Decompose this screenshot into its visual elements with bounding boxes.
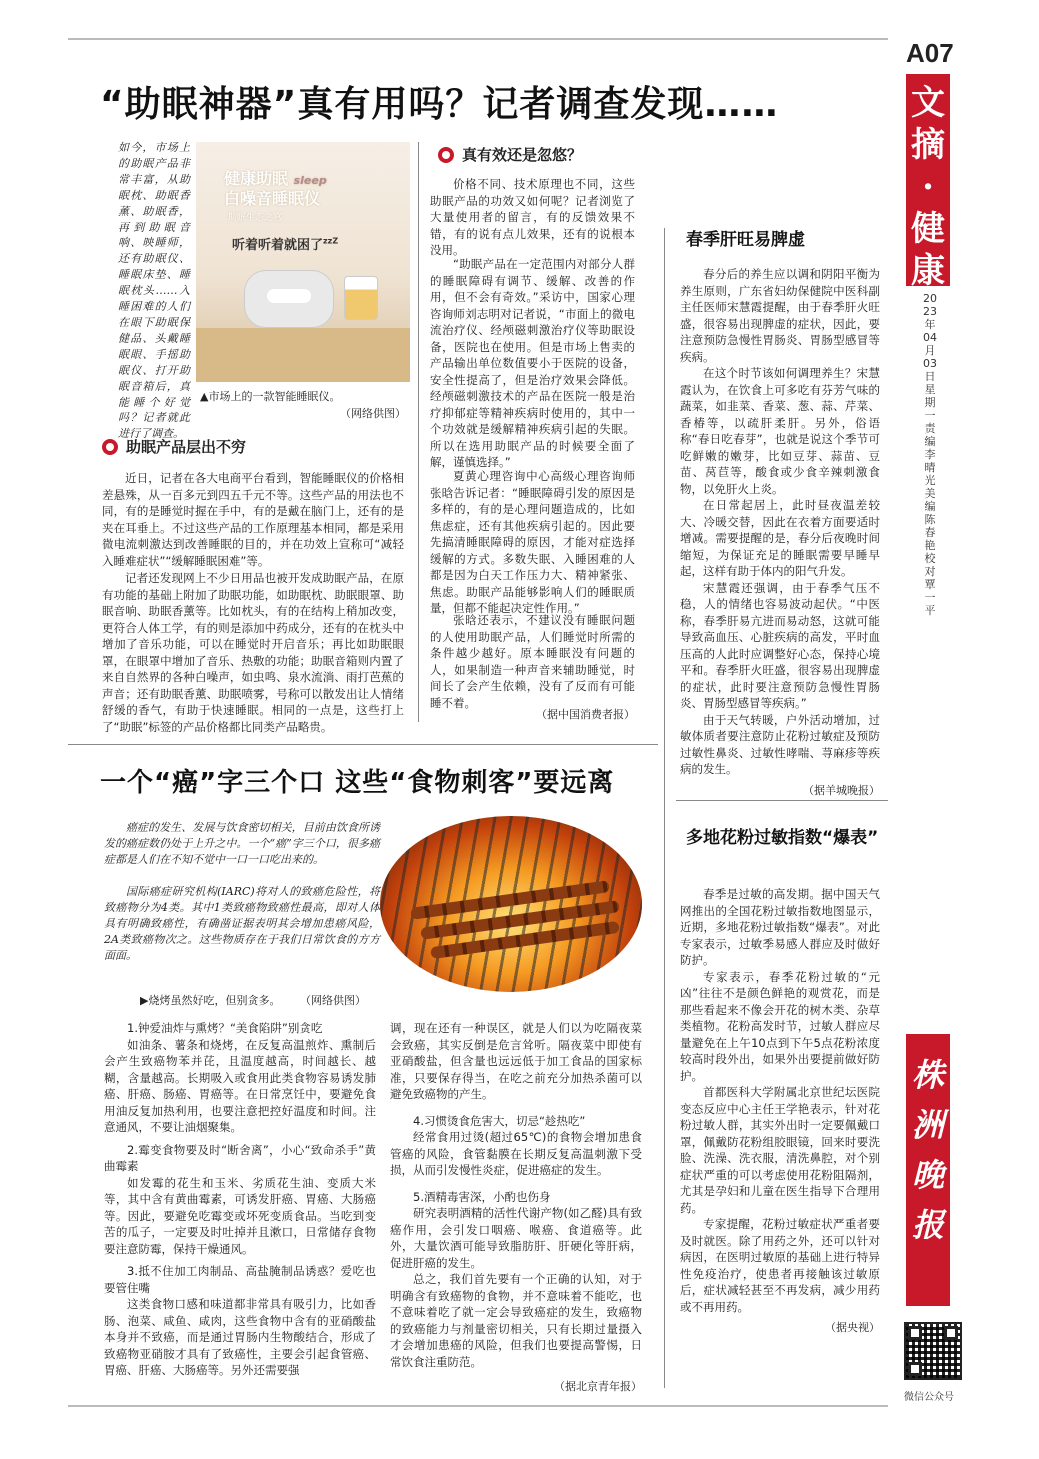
article-divider <box>68 744 658 745</box>
sidebar-hrule <box>676 800 888 801</box>
dateline: 2023年04月03日 星期一 责编李晴光 美编陈春艳 校对覃一平 <box>923 292 937 617</box>
article1-body2: 记者还发现网上不少日用品也被开发成助眠产品，在原有功能的基础上附加了助眠功能，如助眠枕、助眠眼罩、助眠音响、助眠香薰等。比如枕头，有的在结构上稍加改变，更符合人体工学，有的则是添加中药成分，还有的在枕头中增加了音乐功能，可以在睡觉时开启音乐；再比如助眠眼罩，在眼罩中增加了音乐、热敷的功能；助眠音箱则内置了来自自然界的各种白噪声，如虫鸣、泉水流淌、雨打芭蕉的声音；还有助眠香薰、助眠喷雾，号称可以散发出让人情绪舒缓的香气，有助于快速睡眠。相同的一点是，这些打上了“助眠”标签的产品价格都比同类产品略贵。 <box>102 571 404 734</box>
red-bullet-icon <box>102 439 118 455</box>
article1-body5: 夏黄心理咨询中心高级心理咨询师张晗告诉记者：“睡眠障碍引发的原因是多样的，有的是心理问题造成的，比如焦虑症，还有其他疾病引起的。因此要先搞清睡眠障碍的原因，才能对症选择缓解的方式。多数失眠、入睡困难的人都是因为白天工作压力大、精神紧张、焦虑。助眠产品能够影响人们的睡眠质量，但都不能起决定性作用。” <box>430 469 635 615</box>
qr-code <box>904 1322 962 1380</box>
sleep-device-photo: 健康助眠 sleep 白噪音睡眠仪 助眠生态之宫 听着听着就困了$^{zzZ}$ <box>196 142 410 382</box>
sidebar1-body <box>680 266 880 798</box>
bottom-rule <box>68 1405 888 1407</box>
item3-continued: 调，现在还有一种误区，就是人们以为吃隔夜菜会致癌，其实反倒是危言耸听。隔夜菜中即使有亚硝酸盐，但含量也远远低于加工食品的国家标准，只要保存得当，在吃之前充分加热杀菌可以避免致癌物的产生。 <box>390 1021 642 1101</box>
item4-body: 经常食用过烫(超过65℃)的食物会增加患食管癌的风险，食管黏膜在长期反复高温刺激下受损，从而引发慢性炎症，促进癌症的发生。 <box>390 1130 642 1177</box>
article1-body4: “助眠产品在一定范围内对部分人群的睡眠障碍有调节、缓解、改善的作用，但不会有奇效。”采访中，国家心理咨询师刘志明对记者说，“市面上的微电流治疗仪、经颅磁刺激治疗仪等助眠设备，医院也在使用。但是市场上售卖的产品输出单位数值要小于医院的设备，安全性提高了，但是治疗效果会降低。经颅磁刺激技术的产品在医院一般是治疗抑郁症等精神疾病时使用的，其中一个功效就是缓解精神疾病引起的失眠。所以在选用助眠产品的时候要全面了解，谨慎选择。” <box>430 257 635 469</box>
item5-body: 研究表明酒精的活性代谢产物(如乙醛)具有致癌作用，会引发口咽癌、喉癌、食道癌等。此外，大量饮酒可能导致脂肪肝、肝硬化等肝病，促进肝癌的发生。 <box>390 1206 642 1270</box>
article1-lead: 如今，市场上的助眠产品非常丰富，从助眠枕、助眠香薰、助眠香，再到助眠音响、映睡师，还有助眠仪、睡眠床垫、睡眠枕头……入睡困难的人们在眼下助眠保健品、头戴睡眠眼、手摇助眠仪、打开助眠音箱后，真能睡个好觉吗？记者就此进行了调查。 <box>118 141 190 441</box>
sidebar1-para: 宋慧霞还强调，由于春季气压不稳，人的情绪也容易波动起伏。“中医称，春季肝易亢进而易动怒，这就可能导致高血压、心脏疾病的高发，平时血压高的人此时应调整好心态，保持心境平和。春季肝火旺盛，很容易出现脾虚的症状，此时要注意预防急慢性胃肠炎、胃肠型感冒等疾病。” <box>680 580 880 710</box>
item4-title: 4.习惯烫食危害大，切忌“趁热吃” <box>413 1113 586 1128</box>
subhead-products: 助眠产品层出不穷 <box>102 436 246 457</box>
sidebar1-para: 在日常起居上，此时昼夜温差较大、冷暖交替，因此在衣着方面要适时增减。需要提醒的是，春分后夜晚时间缩短，为保证充足的睡眠需要早睡早起，这样有助于体内的阳气升发。 <box>680 498 880 578</box>
article2-col2 <box>390 1020 642 1394</box>
item3-title: 3.抵不住加工肉制品、高盐腌制品诱惑？爱吃也要管住嘴 <box>104 1264 376 1295</box>
sidebar1-source: （据羊城晚报） <box>803 783 880 797</box>
article1-source: （据中国消费者报） <box>536 708 635 721</box>
article2-lead2: 国际癌症研究机构(IARC)将对人的致癌危险性，将致癌物分为4类。其中1类致癌物致癌性最高，即对人体具有明确致癌性，有确凿证据表明其会增加患癌风险，2A类致癌物次之。这些物质存在于我们日常饮食的方方面面。 <box>104 885 380 962</box>
article1-body1: 近日，记者在各大电商平台看到，智能睡眠仪的价格相差悬殊，从一百多元到四五千元不等。这些产品的用法也不同，有的是睡觉时握在手中，有的是戴在脑门上，还有的是夹在耳垂上。不过这些产品的工作原理基本相同，都是采用微电流刺激达到改善睡眠的目的，并在功效上宣称可“减轻入睡难症状”“缓解睡眠困难”等。 <box>102 471 404 568</box>
sidebar1-para: 在这个时节该如何调理养生？宋慧霞认为，在饮食上可多吃有芬芳气味的蔬菜，如韭菜、香菜、葱、蒜、芹菜、香椿等，以疏肝柔肝。另外，俗语称“春日吃春芽”，也就是说这个季节可吃鲜嫩的嫩芽，比如豆芽、蒜苗、豆苗、莴苣等，酸食或少食辛辣刺激食物，以免肝火上炎。 <box>680 366 880 496</box>
sidebar2-body <box>680 886 880 1335</box>
article1-body3: 价格不同、技术原理也不同，这些助眠产品的功效又如何呢？记者浏览了大量使用者的留言，有的反馈效果不错，有的说有点儿效果，还有的说根本没用。 <box>430 177 635 257</box>
qr-caption: 微信公众号 <box>904 1392 954 1403</box>
summary: 总之，我们首先要有一个正确的认知，对于明确含有致癌物的食物，并不意味着不能吃，也不意味着吃了就一定会导致癌症的发生，致癌物的致癌能力与剂量密切相关，只有长期过量摄入才会增加患癌的风险，但我们也要提高警惕，日常饮食注重防范。 <box>390 1272 642 1369</box>
article1-photo-credit: （网络供图） <box>340 407 406 420</box>
article2-headline: 一个“癌”字三个口 这些“食物刺客”要远离 <box>100 768 615 798</box>
item1-body: 如油条、薯条和烧烤，在反复高温煎炸、熏制后会产生致癌物苯并芘，且温度越高，时间越长、越糊，含量越高。长期吸入或食用此类食物容易诱发肺癌、肝癌、肠癌、胃癌等。在日常烹饪中，要避免食用油反复加热利用，也要注意把控好温度和时间。注意通风，不要让油烟聚集。 <box>104 1037 376 1134</box>
column-divider <box>418 142 419 722</box>
sidebar1-para: 春分后的养生应以调和阴阳平衡为养生原则，广东省妇幼保健院中医科副主任医师宋慧霞提醒，由于春季肝火旺盛，很容易出现脾虚的症状，因此，要注意预防急慢性胃肠炎、胃肠型感冒等疾病。 <box>680 267 880 364</box>
sidebar2-para: 专家表示，春季花粉过敏的“元凶”往往不是颜色鲜艳的观赏花，而是那些看起来不像会开花的树木类、杂草类植物。花粉高发时节，过敏人群应尽量避免在上午10点到下午5点花粉浓度较高时段外出，如果外出要提前做好防护。 <box>680 969 880 1083</box>
sidebar2-para: 首都医科大学附属北京世纪坛医院变态反应中心主任王学艳表示，针对花粉过敏人群，其实外出时一定要佩戴口罩，佩戴防花粉组胶眼镜，回来时要洗脸、洗澡、洗衣服，清洗鼻腔，对个别症状严重的可以考虑使用花粉阻隔剂，尤其是孕妇和儿童在医生指导下合理用药。 <box>680 1085 880 1215</box>
item2-title: 2.霉变食物要及时“断舍离”，小心“致命杀手”黄曲霉素 <box>104 1142 376 1173</box>
sidebar2-source: （据央视） <box>825 1321 880 1334</box>
article2-lead: 癌症的发生、发展与饮食密切相关，目前由饮食所诱发的癌症数仍处于上升之中。一个“癌”字三个口，很多癌症都是人们在不知不觉中一口一口吃出来的。 <box>104 821 380 866</box>
article1-headline: “助眠神器”真有用吗？记者调查发现…… <box>100 84 779 125</box>
article2-photo-credit: （网络供图） <box>300 994 366 1007</box>
item3-body: 这类食物口感和味道都非常具有吸引力，比如香肠、泡菜、咸鱼、咸肉，这些食物中含有的亚硝酸盐本身并不致癌，而是通过胃肠内生物酸结合，形成了致癌物亚硝胺才具有了致癌性，主要会引起食管癌、胃癌、肝癌、大肠癌等。另外还需要强 <box>104 1297 376 1377</box>
article1-photo-caption: ▲市场上的一款智能睡眠仪。 <box>200 390 341 403</box>
top-rule <box>68 38 888 40</box>
section-tab: 文 摘 · 健 康 <box>906 74 950 286</box>
sidebar1-headline: 春季肝旺易脾虚 <box>686 230 805 250</box>
barbecue-photo <box>380 816 642 992</box>
article1-body6: 张晗还表示，不建议没有睡眠问题的人使用助眠产品，人们睡觉时所需的条件越少越好。原本睡眠没有问题的人，如果制造一种声音来辅助睡觉，时间长了会产生依赖，没有了反而有可能睡不着。 <box>430 613 635 710</box>
sidebar2-headline: 多地花粉过敏指数“爆表” <box>686 828 879 848</box>
sidebar2-para: 春季是过敏的高发期。据中国天气网推出的全国花粉过敏指数地图显示，近期，多地花粉过敏指数“爆表”。对此专家表示，过敏季易感人群应及时做好防护。 <box>680 887 880 967</box>
article2-photo-caption: ▶烧烤虽然好吃，但别贪多。 <box>140 994 281 1007</box>
sidebar1-para: 由于天气转暖，户外活动增加，过敏体质者要注意防止花粉过敏症及预防过敏性鼻炎、过敏性哮喘、荨麻疹等疾病的发生。 <box>680 712 880 776</box>
sidebar2-para: 专家提醒，花粉过敏症状严重者要及时就医。除了用药之外，还可以针对病因，在医明过敏原的基础上进行特异性免疫治疗，使患者再接触该过敏原后，症状减轻甚至不再发病，减少用药或不再用药。 <box>680 1217 880 1314</box>
sidebar-divider <box>664 228 665 1388</box>
page-number: A07 <box>906 38 954 68</box>
item2-body: 如发霉的花生和玉米、劣质花生油、变质大米等，其中含有黄曲霉素，可诱发肝癌、胃癌、大肠癌等。因此，要避免吃霉变或坏死变质食品。当吃到变苦的瓜子，一定要及时吐掉并且漱口，日常储存食物要注意防霉，保持干燥通风。 <box>104 1175 376 1256</box>
article2-source: （据北京青年报） <box>554 1380 642 1393</box>
subhead-effective: 真有效还是忽悠？ <box>438 144 582 165</box>
item1-title: 1.钟爱油炸与熏烤？“美食陷阱”别贪吃 <box>127 1021 323 1035</box>
item5-title: 5.酒精毒害深，小酌也伤身 <box>413 1189 551 1204</box>
newspaper-brand: 株 洲 晚 报 <box>906 1034 950 1306</box>
article2-col1 <box>104 1020 376 1379</box>
red-bullet-icon <box>438 147 454 163</box>
